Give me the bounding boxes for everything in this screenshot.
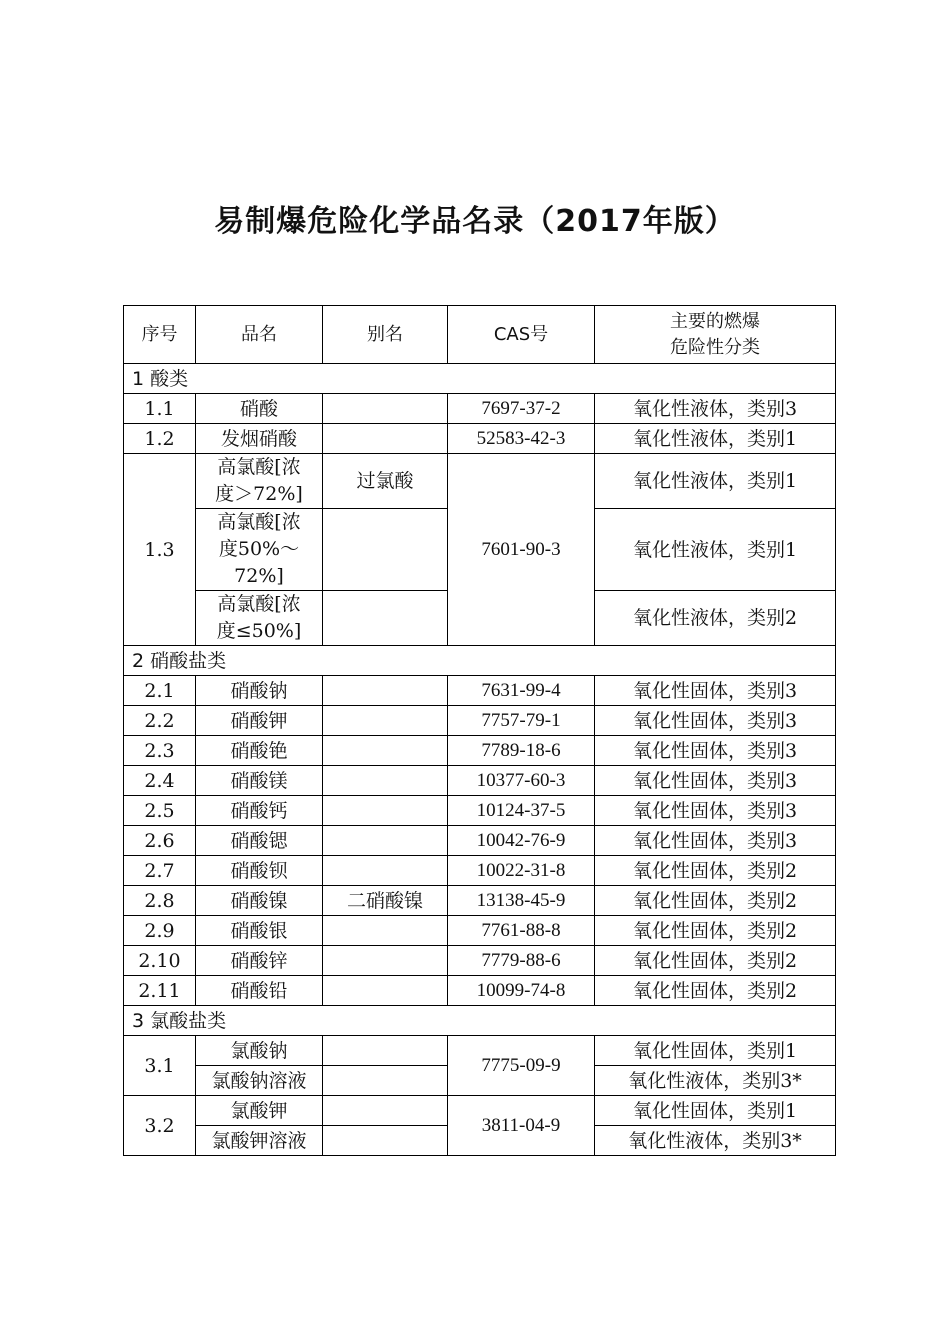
cell-hazard: 氧化性固体，类别2 [595, 976, 836, 1006]
table-row [124, 454, 836, 509]
cell-name: 硝酸钡 [196, 856, 323, 886]
name-line: 度＞72%] [215, 483, 303, 505]
cell-hazard: 氧化性固体，类别3 [595, 766, 836, 796]
table-row [124, 946, 836, 976]
cell-name: 硝酸铅 [196, 976, 323, 1006]
cell-hazard: 氧化性固体，类别3 [595, 826, 836, 856]
cell-alias [323, 946, 448, 976]
table-row [124, 1036, 836, 1066]
cell-name [196, 509, 323, 591]
cell-seq: 1.1 [124, 394, 196, 424]
cell-cas: 7779-88-6 [448, 946, 595, 976]
cell-cas: 52583-42-3 [448, 424, 595, 454]
cell-name: 发烟硝酸 [196, 424, 323, 454]
header-name: 品名 [196, 306, 323, 364]
cell-seq: 3.2 [124, 1096, 196, 1156]
name-line: 高氯酸[浓 [217, 593, 301, 615]
cell-name [196, 591, 323, 646]
chemical-list-table [123, 305, 836, 1156]
cell-hazard: 氧化性固体，类别2 [595, 916, 836, 946]
header-cas: CAS号 [448, 306, 595, 364]
cell-alias [323, 706, 448, 736]
cell-hazard: 氧化性液体，类别1 [595, 424, 836, 454]
cell-hazard: 氧化性固体，类别3 [595, 676, 836, 706]
table-row [124, 1096, 836, 1126]
cell-name: 氯酸钠 [196, 1036, 323, 1066]
cell-seq: 1.2 [124, 424, 196, 454]
cell-name: 硝酸锶 [196, 826, 323, 856]
cell-seq: 2.3 [124, 736, 196, 766]
cell-alias [323, 826, 448, 856]
header-hazard [595, 306, 836, 364]
cell-cas: 7631-99-4 [448, 676, 595, 706]
cell-hazard: 氧化性液体，类别1 [595, 454, 836, 509]
table-row [124, 886, 836, 916]
name-line: 高氯酸[浓 [217, 511, 301, 533]
cell-name: 氯酸钠溶液 [196, 1066, 323, 1096]
cell-seq: 2.9 [124, 916, 196, 946]
table-row [124, 826, 836, 856]
cell-name: 硝酸镍 [196, 886, 323, 916]
section-row-acids [124, 364, 836, 394]
section-label: 1 酸类 [124, 364, 836, 394]
cell-hazard: 氧化性固体，类别3 [595, 736, 836, 766]
cell-name: 硝酸钾 [196, 706, 323, 736]
header-seq: 序号 [124, 306, 196, 364]
section-row-nitrates [124, 646, 836, 676]
cell-name: 硝酸银 [196, 916, 323, 946]
cell-name: 硝酸钠 [196, 676, 323, 706]
cell-alias [323, 394, 448, 424]
cell-alias [323, 736, 448, 766]
cell-hazard: 氧化性液体，类别3* [595, 1066, 836, 1096]
table-row [124, 916, 836, 946]
name-line: 高氯酸[浓 [217, 456, 301, 478]
header-hazard-line2: 危险性分类 [670, 336, 760, 358]
cell-cas: 13138-45-9 [448, 886, 595, 916]
cell-alias [323, 916, 448, 946]
cell-alias [323, 424, 448, 454]
name-line: 度≤50%] [216, 620, 302, 642]
cell-seq: 3.1 [124, 1036, 196, 1096]
cell-alias [323, 591, 448, 646]
cell-hazard: 氧化性固体，类别2 [595, 856, 836, 886]
cell-name: 氯酸钾溶液 [196, 1126, 323, 1156]
cell-alias [323, 796, 448, 826]
header-hazard-line1: 主要的燃爆 [670, 310, 760, 332]
table-row [124, 676, 836, 706]
cell-hazard: 氧化性液体，类别2 [595, 591, 836, 646]
cell-cas: 10099-74-8 [448, 976, 595, 1006]
table-header-row [124, 306, 836, 364]
cell-seq: 2.10 [124, 946, 196, 976]
table-row [124, 856, 836, 886]
cell-hazard: 氧化性液体，类别1 [595, 509, 836, 591]
cell-alias [323, 509, 448, 591]
table-row [124, 766, 836, 796]
cell-name: 硝酸 [196, 394, 323, 424]
name-line: 度50%～ [218, 538, 300, 560]
cell-hazard: 氧化性液体，类别3* [595, 1126, 836, 1156]
cell-hazard: 氧化性液体，类别3 [595, 394, 836, 424]
cell-cas: 7789-18-6 [448, 736, 595, 766]
table-row [124, 424, 836, 454]
section-label: 3 氯酸盐类 [124, 1006, 836, 1036]
cell-seq: 2.7 [124, 856, 196, 886]
cell-hazard: 氧化性固体，类别3 [595, 706, 836, 736]
cell-seq: 2.11 [124, 976, 196, 1006]
cell-cas: 10042-76-9 [448, 826, 595, 856]
cell-hazard: 氧化性固体，类别1 [595, 1096, 836, 1126]
section-label: 2 硝酸盐类 [124, 646, 836, 676]
cell-alias [323, 1036, 448, 1066]
cell-cas: 3811-04-9 [448, 1096, 595, 1156]
table-row [124, 976, 836, 1006]
cell-hazard: 氧化性固体，类别2 [595, 886, 836, 916]
header-alias: 别名 [323, 306, 448, 364]
cell-alias [323, 1126, 448, 1156]
cell-alias [323, 766, 448, 796]
cell-seq: 2.2 [124, 706, 196, 736]
cell-seq: 2.8 [124, 886, 196, 916]
page-title: 易制爆危险化学品名录（2017年版） [214, 204, 736, 239]
cell-cas: 7601-90-3 [448, 454, 595, 646]
cell-alias [323, 976, 448, 1006]
cell-seq: 2.6 [124, 826, 196, 856]
name-line: 72%] [234, 565, 284, 587]
cell-seq: 1.3 [124, 454, 196, 646]
cell-name: 硝酸钙 [196, 796, 323, 826]
cell-cas: 10022-31-8 [448, 856, 595, 886]
section-row-chlorates [124, 1006, 836, 1036]
cell-name: 氯酸钾 [196, 1096, 323, 1126]
cell-cas: 10124-37-5 [448, 796, 595, 826]
cell-cas: 7697-37-2 [448, 394, 595, 424]
table-row [124, 736, 836, 766]
cell-hazard: 氧化性固体，类别3 [595, 796, 836, 826]
cell-cas: 7775-09-9 [448, 1036, 595, 1096]
cell-name: 硝酸铯 [196, 736, 323, 766]
cell-name [196, 454, 323, 509]
table-row [124, 394, 836, 424]
cell-cas: 7757-79-1 [448, 706, 595, 736]
cell-seq: 2.1 [124, 676, 196, 706]
cell-alias: 二硝酸镍 [323, 886, 448, 916]
cell-name: 硝酸镁 [196, 766, 323, 796]
cell-alias [323, 856, 448, 886]
cell-alias [323, 676, 448, 706]
cell-name: 硝酸锌 [196, 946, 323, 976]
cell-cas: 10377-60-3 [448, 766, 595, 796]
cell-alias [323, 1096, 448, 1126]
cell-alias [323, 1066, 448, 1096]
cell-alias: 过氯酸 [323, 454, 448, 509]
table-row [124, 796, 836, 826]
table-row [124, 706, 836, 736]
cell-hazard: 氧化性固体，类别2 [595, 946, 836, 976]
cell-seq: 2.4 [124, 766, 196, 796]
cell-seq: 2.5 [124, 796, 196, 826]
cell-hazard: 氧化性固体，类别1 [595, 1036, 836, 1066]
cell-cas: 7761-88-8 [448, 916, 595, 946]
